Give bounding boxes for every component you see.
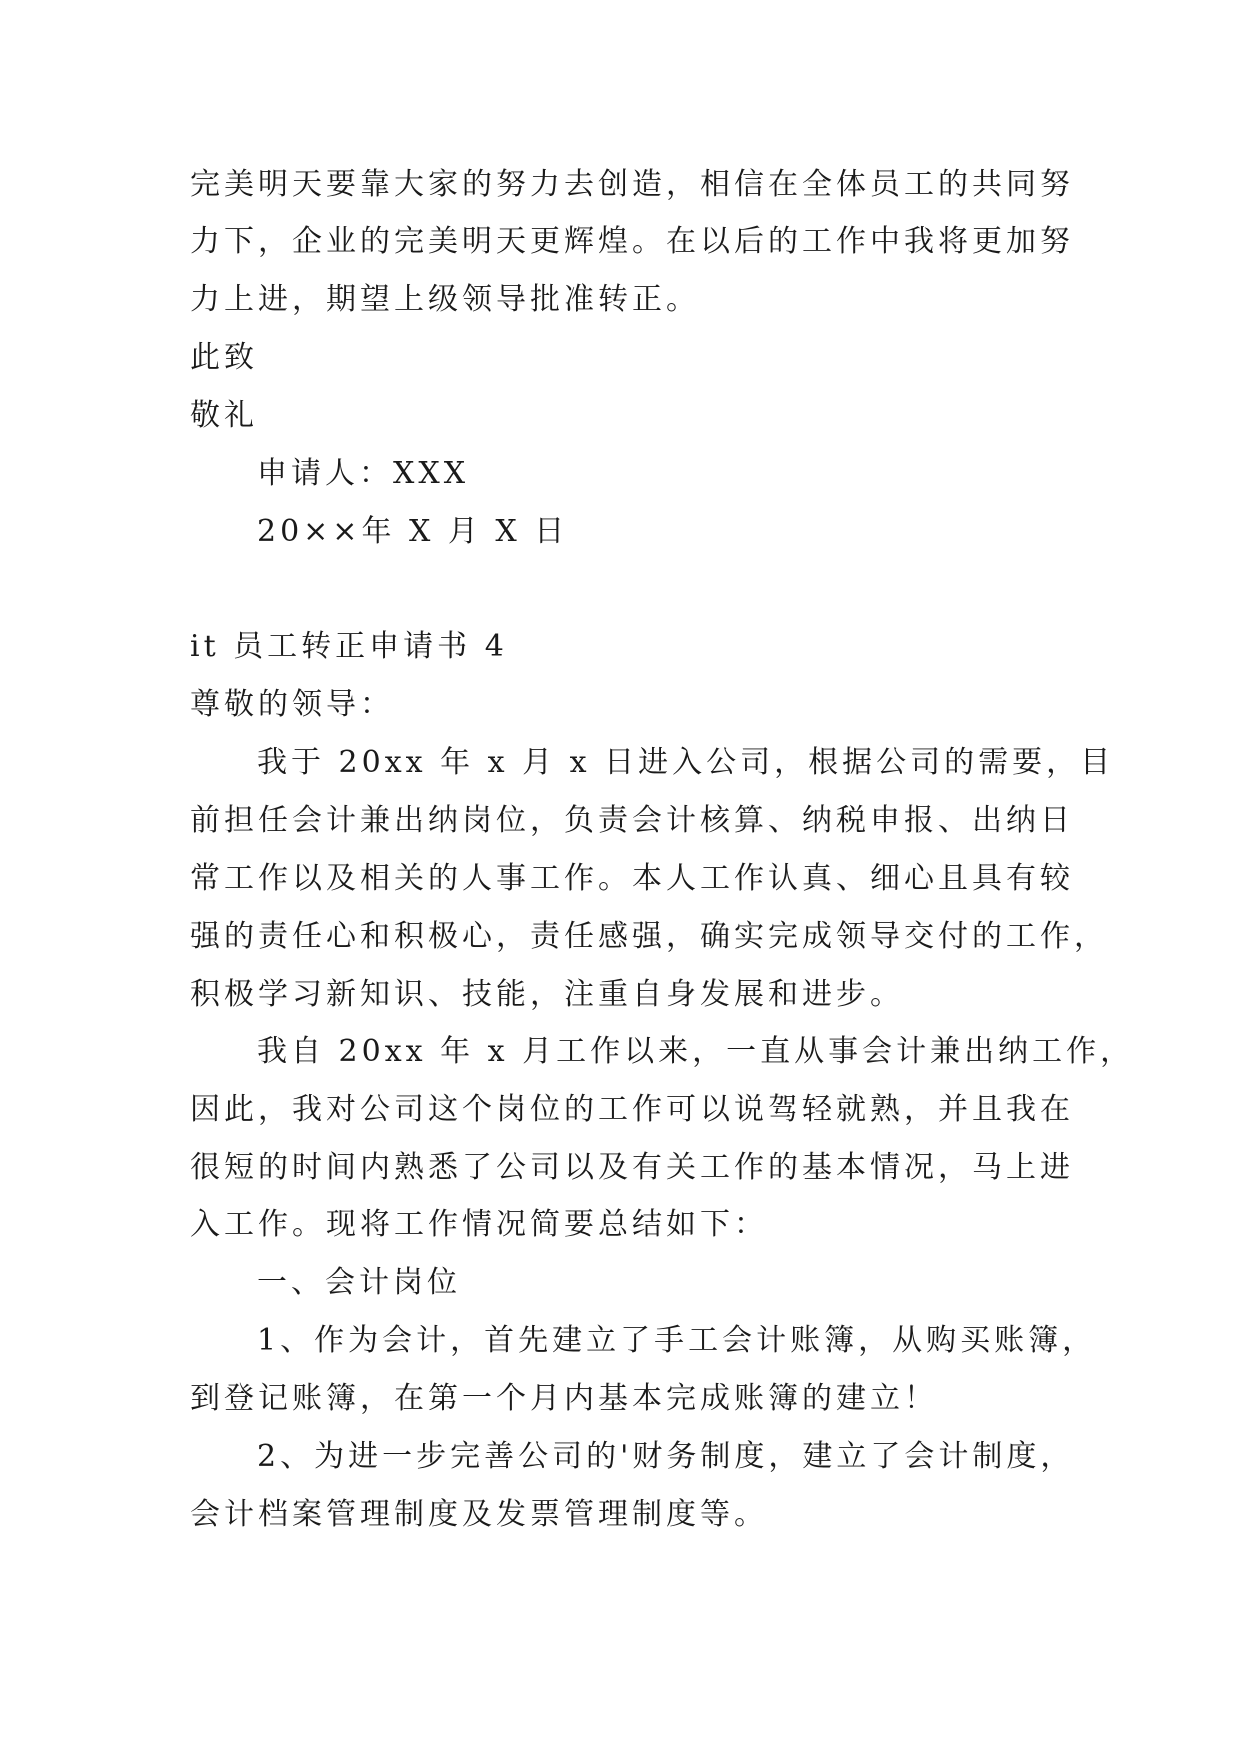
- paragraph-2-line-4: 入工作。现将工作情况简要总结如下：: [190, 1207, 768, 1242]
- item-1-line-1: 1、作为会计，首先建立了手工会计账簿，从购买账簿，: [257, 1323, 1097, 1358]
- closing-paragraph-line-1: 完美明天要靠大家的努力去创造，相信在全体员工的共同努: [190, 167, 1074, 202]
- heading-accounting-position: 一、会计岗位: [257, 1265, 461, 1300]
- salutation-cizhi: 此致: [190, 340, 258, 375]
- salutation-jingli: 敬礼: [190, 398, 258, 433]
- item-1-line-2: 到登记账簿，在第一个月内基本完成账簿的建立！: [190, 1381, 938, 1416]
- paragraph-1-line-2: 前担任会计兼出纳岗位，负责会计核算、纳税申报、出纳日: [190, 803, 1074, 838]
- greeting: 尊敬的领导：: [190, 687, 394, 722]
- paragraph-1-line-3: 常工作以及相关的人事工作。本人工作认真、细心且具有较: [190, 861, 1074, 896]
- applicant-signature: 申请人：XXX: [257, 456, 470, 491]
- closing-paragraph-line-3: 力上进，期望上级领导批准转正。: [190, 282, 700, 317]
- section-title: it 员工转正申请书 4: [190, 629, 508, 664]
- paragraph-2-line-3: 很短的时间内熟悉了公司以及有关工作的基本情况，马上进: [190, 1150, 1074, 1185]
- item-2-line-2: 会计档案管理制度及发票管理制度等。: [190, 1497, 768, 1532]
- paragraph-2-line-1: 我自 20xx 年 x 月工作以来，一直从事会计兼出纳工作，: [257, 1034, 1135, 1069]
- paragraph-1-line-5: 积极学习新知识、技能，注重自身发展和进步。: [190, 977, 904, 1012]
- closing-paragraph-line-2: 力下，企业的完美明天更辉煌。在以后的工作中我将更加努: [190, 224, 1074, 259]
- paragraph-1-line-1: 我于 20xx 年 x 月 x 日进入公司，根据公司的需要，目: [257, 745, 1115, 780]
- paragraph-2-line-2: 因此，我对公司这个岗位的工作可以说驾轻就熟，并且我在: [190, 1092, 1074, 1127]
- item-2-line-1: 2、为进一步完善公司的'财务制度，建立了会计制度，: [257, 1439, 1075, 1474]
- application-date: 20××年 X 月 X 日: [257, 514, 569, 549]
- paragraph-1-line-4: 强的责任心和积极心，责任感强，确实完成领导交付的工作，: [190, 919, 1108, 954]
